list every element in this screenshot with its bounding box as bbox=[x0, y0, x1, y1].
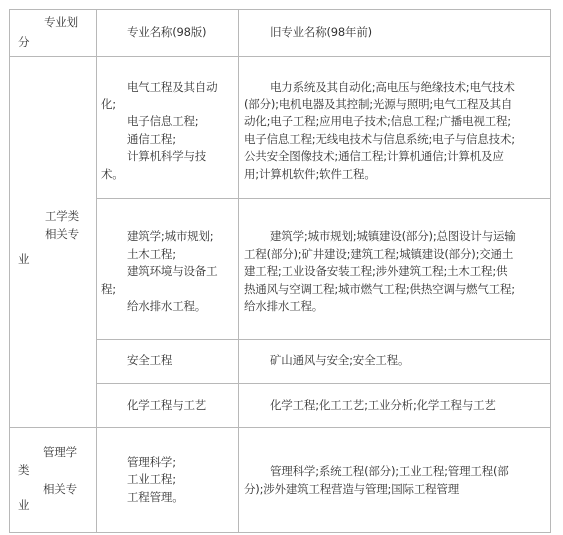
grid-line bbox=[9, 9, 551, 10]
grid-line bbox=[238, 9, 239, 533]
header-new-name: 专业名称(98版) bbox=[127, 25, 207, 39]
header-category-bottom: 分 bbox=[18, 35, 30, 49]
row-2-old-line-2: 工程(部分);矿井建设;建筑工程;城镇建设(部分);交通土 bbox=[244, 247, 514, 261]
row-1-old-line-5: 公共安全图像技术;通信工程;计算机通信;计算机及应 bbox=[244, 149, 504, 163]
row-1-old-line-3: 动化;电子工程;应用电子技术;信息工程;广播电视工程; bbox=[244, 114, 511, 128]
row-2-new-line-2: 土木工程; bbox=[127, 247, 176, 261]
row-1-new-line-6: 术。 bbox=[101, 167, 124, 181]
row-1-new-line-4: 通信工程; bbox=[127, 132, 176, 146]
row-1-new-line-1: 电气工程及其自动 bbox=[127, 80, 218, 94]
management-category-suffix: 业 bbox=[18, 498, 30, 512]
row-2-old-line-3: 建工程;工业设备安装工程;涉外建筑工程;土木工程;供 bbox=[244, 264, 508, 278]
management-category-line1: 管理学 bbox=[43, 445, 77, 459]
row-1-new-line-2: 化; bbox=[101, 97, 116, 111]
management-category-prefix: 类 bbox=[18, 463, 30, 477]
row-5-old-line-2: 分);涉外建筑工程营造与管理;国际工程管理 bbox=[244, 482, 460, 496]
row-2-new-line-3: 建筑环境与设备工 bbox=[127, 264, 218, 278]
grid-line bbox=[9, 9, 10, 533]
row-2-new-line-1: 建筑学;城市规划; bbox=[127, 229, 214, 243]
row-1-old-line-4: 电子信息工程;无线电技术与信息系统;电子与信息技术; bbox=[244, 132, 515, 146]
row-2-old-line-5: 给水排水工程。 bbox=[244, 299, 324, 313]
engineering-category-line3: 业 bbox=[18, 252, 30, 266]
row-5-new-line-2: 工业工程; bbox=[127, 472, 176, 486]
row-1-old-line-1: 电力系统及其自动化;高电压与绝缘技术;电气技术 bbox=[270, 80, 515, 94]
row-3-old-line-1: 矿山通风与安全;安全工程。 bbox=[270, 353, 410, 367]
row-2-new-line-5: 给水排水工程。 bbox=[127, 299, 207, 313]
row-3-new-line-1: 安全工程 bbox=[127, 353, 173, 367]
grid-line bbox=[96, 383, 551, 384]
engineering-category-line1: 工学类 bbox=[45, 209, 79, 223]
row-5-old-line-1: 管理科学;系统工程(部分);工业工程;管理工程(部 bbox=[270, 464, 509, 478]
row-1-old-line-6: 用;计算机软件;软件工程。 bbox=[244, 167, 376, 181]
engineering-category-line2: 相关专 bbox=[45, 227, 79, 241]
row-2-new-line-4: 程; bbox=[101, 282, 116, 296]
header-category-top: 专业划 bbox=[44, 15, 78, 29]
grid-line bbox=[96, 9, 97, 533]
row-2-old-line-1: 建筑学;城市规划;城镇建设(部分);总图设计与运输 bbox=[270, 229, 516, 243]
row-4-old-line-1: 化学工程;化工工艺;工业分析;化学工程与工艺 bbox=[270, 398, 496, 412]
row-2-old-line-4: 热通风与空调工程;城市燃气工程;供热空调与燃气工程; bbox=[244, 282, 515, 296]
row-5-new-line-1: 管理科学; bbox=[127, 455, 176, 469]
management-category-line2: 相关专 bbox=[43, 482, 77, 496]
grid-line bbox=[9, 56, 551, 57]
grid-line bbox=[96, 339, 551, 340]
row-1-new-line-3: 电子信息工程; bbox=[127, 114, 199, 128]
grid-line bbox=[9, 532, 551, 533]
header-old-name: 旧专业名称(98年前) bbox=[270, 25, 372, 39]
grid-line bbox=[550, 9, 551, 533]
grid-line bbox=[96, 198, 551, 199]
row-1-new-line-5: 计算机科学与技 bbox=[127, 149, 207, 163]
row-4-new-line-1: 化学工程与工艺 bbox=[127, 398, 207, 412]
grid-line bbox=[9, 427, 551, 428]
row-1-old-line-2: (部分);电机电器及其控制;光源与照明;电气工程及其自 bbox=[244, 97, 513, 111]
row-5-new-line-3: 工程管理。 bbox=[127, 490, 184, 504]
